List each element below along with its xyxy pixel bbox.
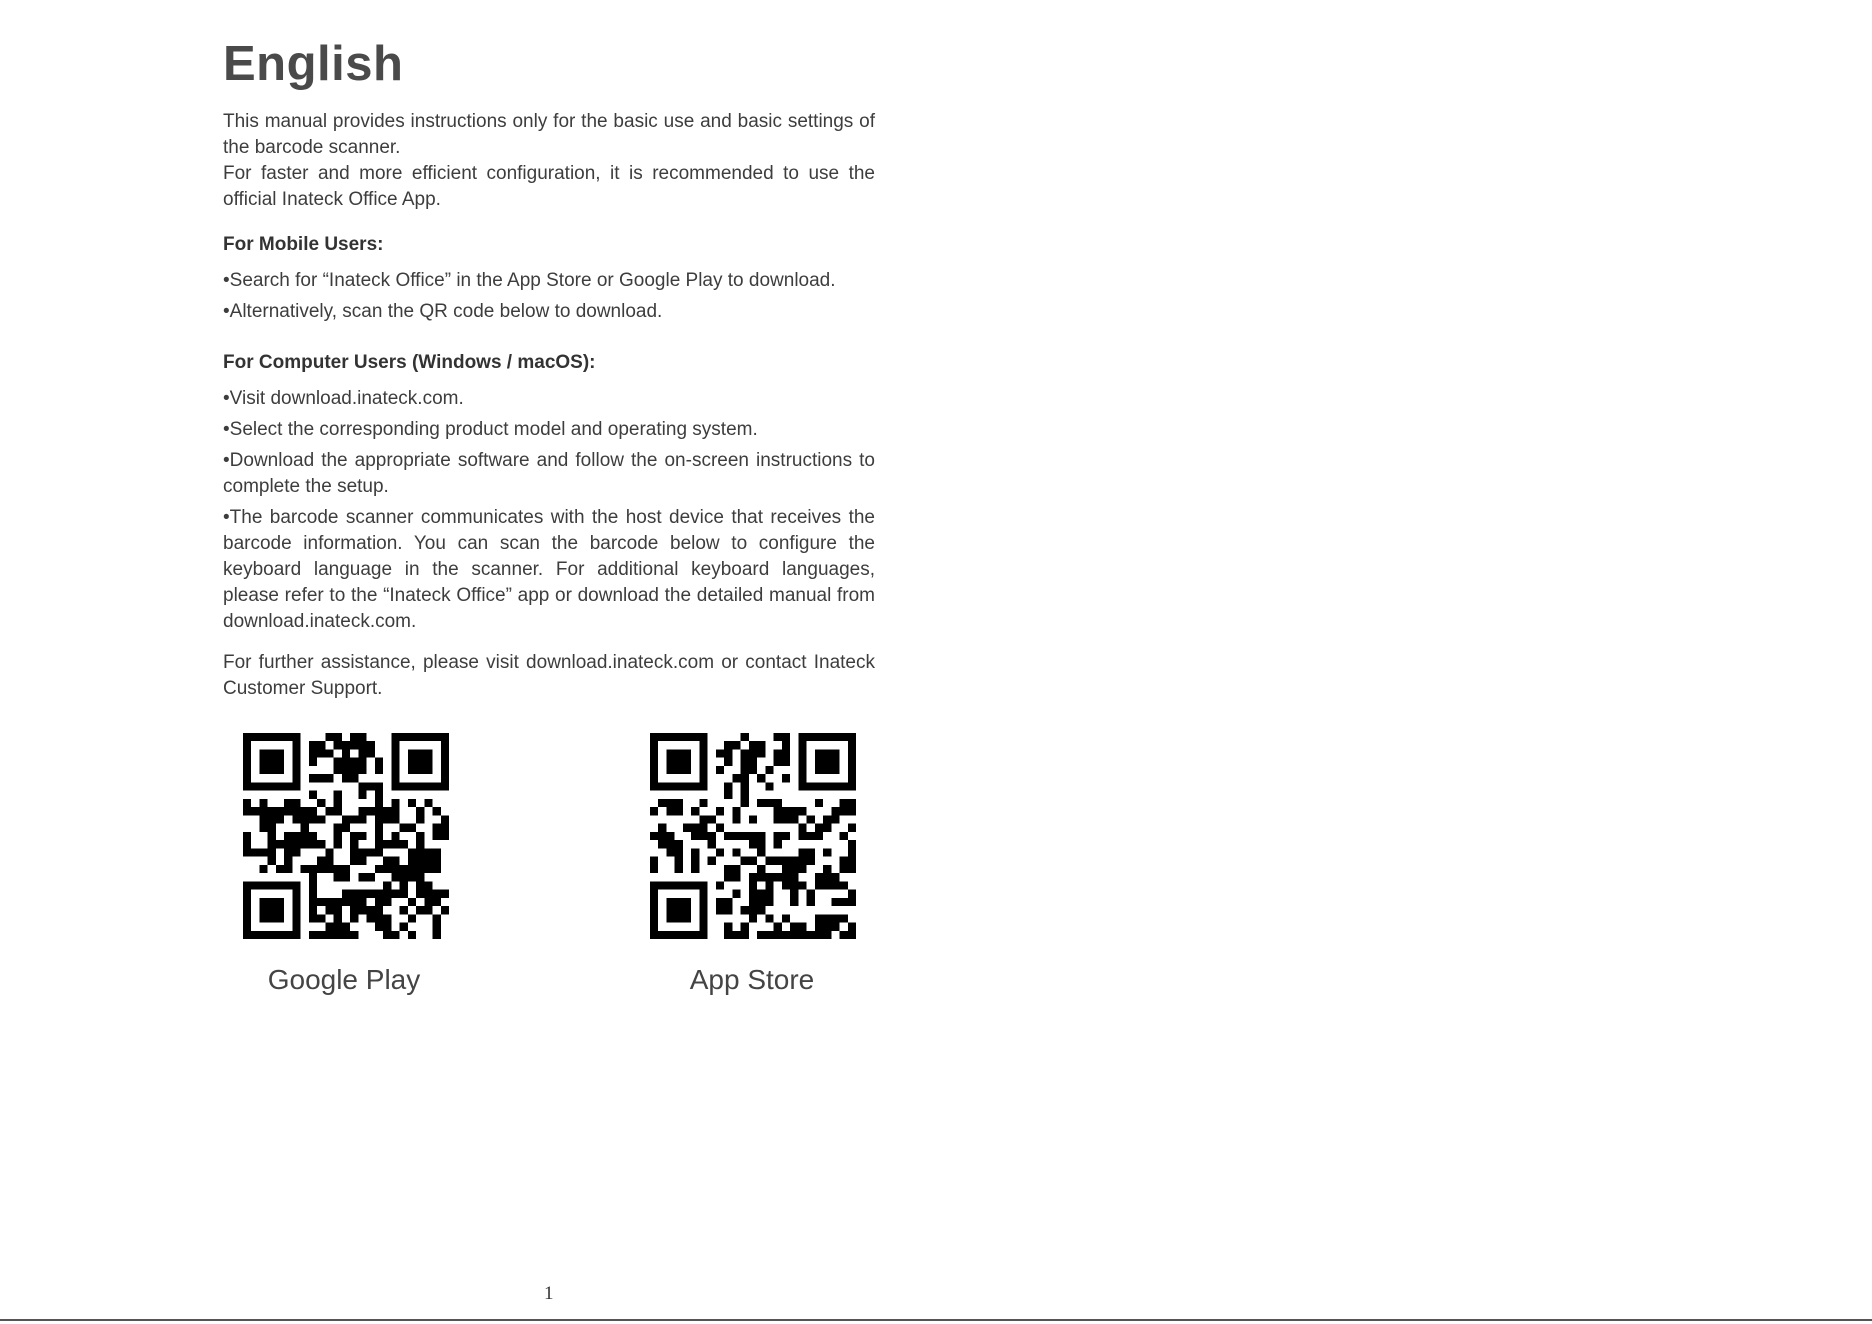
page-number: 1 <box>544 1283 554 1304</box>
intro-paragraph-1: This manual provides instructions only for the basic use and basic settings of the barcode scanner. <box>223 111 875 158</box>
app-store-qr-code-icon[interactable] <box>650 733 856 939</box>
mobile-users-list <box>223 268 875 330</box>
list-item: •Select the corresponding product model and operating system. <box>223 419 758 440</box>
google-play-qr-code-icon[interactable] <box>243 733 449 939</box>
app-store-label: App Store <box>689 964 815 995</box>
page-bottom-border <box>0 1319 1872 1321</box>
list-item: •Search for “Inateck Office” in the App Store or Google Play to download. <box>223 270 836 291</box>
language-title: English <box>223 37 404 91</box>
list-item: •Alternatively, scan the QR code below to download. <box>223 301 663 322</box>
intro-paragraph-2: For faster and more efficient configuration, it is recommended to use the official Inateck Office App. <box>223 163 875 210</box>
list-item: •The barcode scanner communicates with the host device that receives the barcode information. You can scan the barcode below to configure the keyboard language in the scanner. For additional keyboard languages, please refer to the “Inateck Office” app or download the detailed manual from download.inateck.com. <box>223 507 875 632</box>
computer-users-heading: For Computer Users (Windows / macOS): <box>223 352 596 373</box>
list-item: •Download the appropriate software and follow the on-screen instructions to complete the setup. <box>223 450 875 497</box>
intro-text <box>223 109 875 213</box>
list-item: •Visit download.inateck.com. <box>223 388 464 409</box>
right-page <box>936 0 1872 1324</box>
google-play-label: Google Play <box>267 964 421 995</box>
mobile-users-heading: For Mobile Users: <box>223 234 384 255</box>
computer-users-list <box>223 386 875 640</box>
assistance-text <box>223 650 875 702</box>
assistance-paragraph: For further assistance, please visit download.inateck.com or contact Inateck Customer Support. <box>223 652 875 699</box>
